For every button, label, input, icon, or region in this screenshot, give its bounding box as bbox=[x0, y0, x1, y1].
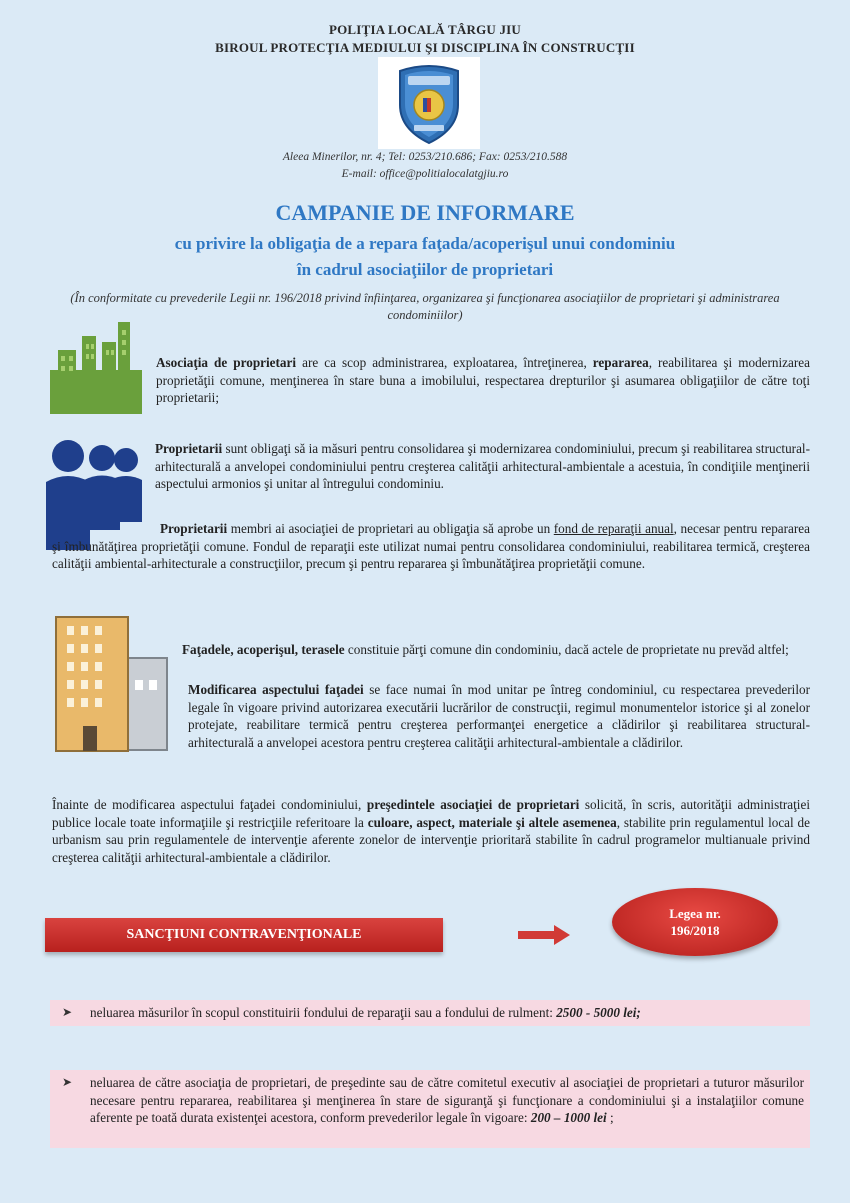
contact-email: E-mail: office@politialocalatgjiu.ro bbox=[341, 168, 509, 180]
sanction-amount: 2500 - 5000 lei; bbox=[556, 1005, 641, 1020]
section-owners-2 bbox=[52, 520, 810, 573]
association-term: Asociaţia de proprietari bbox=[156, 355, 297, 370]
department-name: BIROUL PROTECŢIA MEDIULUI ŞI DISCIPLINA ÎN CONSTRUCŢII bbox=[215, 40, 635, 55]
sanction-item-1 bbox=[50, 1000, 810, 1026]
facade-modification-term: Modificarea aspectului faţadei bbox=[188, 682, 364, 697]
owners-text-3: , necesar pentru repararea şi îmbunătăţirea proprietăţii comune. Fondul de reparaţii este utilizat numai pentru consolidarea condominiului, reabilitarea termică, creşterea calităţii ambiental-arhitecturale a construcţiilor, precum şi pentru repararea şi îmbunătăţirea proprietăţii comune. bbox=[52, 521, 810, 572]
president-text-2: solicită, în scris, autorităţii administraţiei publice locale toate informaţiile şi restricţiile referitoare la bbox=[52, 797, 810, 830]
president-text-3: , stabilite prin regulamentul local de urbanism sau prin regulamentele de intervenţie aferente zonelor de intervenţie prioritară stabilite în cadrul programelor multianuale privind creşterea calităţii arhitectural-ambientale a clădirilor. bbox=[52, 814, 811, 865]
legal-note: (În conformitate cu prevederile Legii nr. 196/2018 privind înfiinţarea, organizarea şi funcţionarea asociaţiilor de proprietari şi administrarea condominiilor) bbox=[70, 291, 780, 322]
president-term: preşedintele asociaţiei de proprietari bbox=[366, 797, 580, 812]
bullet-arrow-icon: ➤ bbox=[62, 1005, 73, 1019]
restrictions-term: culoare, aspect, materiale şi altele asemenea bbox=[367, 814, 617, 830]
president-text-1: Înainte de modificarea aspectului faţadei condominiului, bbox=[52, 797, 367, 812]
campaign-title: CAMPANIE DE INFORMARE bbox=[275, 200, 575, 225]
sanctions-banner: SANCŢIUNI CONTRAVENŢIONALE bbox=[45, 918, 443, 952]
bullet-arrow-icon: ➤ bbox=[62, 1075, 73, 1089]
owners-members-term: Proprietarii bbox=[160, 521, 228, 536]
facades-text-2: se face numai în mod unitar pe întreg condominiul, cu respectarea prevederilor legale în vigoare privind autorizarea executării lucrărilor de construcţii, regimul monumentelor istorice şi al zonelor protejate, reabilitare termică pentru creşterea performanţei energetice a clădirilor şi reabilitarea structural-arhitecturală a anvelopei acestora pentru creşterea calităţii arhitectural-ambientale a clădirilor. bbox=[188, 682, 810, 750]
law-reference-badge bbox=[612, 888, 778, 956]
sanction-tail: ; bbox=[606, 1110, 614, 1126]
repair-term: repararea bbox=[592, 355, 649, 370]
section-president bbox=[52, 796, 810, 866]
association-text-1: are ca scop administrarea, exploatarea, întreţinerea, bbox=[296, 355, 593, 370]
facades-text-1: constituie părţi comune din condominiu, dacă actele de proprietate nu prevăd altfel; bbox=[344, 642, 789, 657]
facades-term: Faţadele, acoperişul, terasele bbox=[182, 642, 345, 657]
owners-text-1: sunt obligaţi să ia măsuri pentru consolidarea şi modernizarea condominiului, precum şi reabilitarea structural-arhitecturală a anvelopei condominiului pentru creşterea calităţii arhitectural-ambientale a acestuia, în condiţiile menţinerii aspectului armonios şi unitar al întregului condominiu. bbox=[155, 441, 810, 492]
contact-address: Aleea Minerilor, nr. 4; Tel: 0253/210.686; Fax: 0253/210.588 bbox=[282, 151, 568, 163]
owners-text-2: membri ai asociaţiei de proprietari au obligaţia să aprobe un bbox=[227, 521, 554, 536]
campaign-subtitle-1: cu privire la obligaţia de a repara faţada/acoperişul unui condominiu bbox=[174, 234, 676, 253]
sanction-text: neluarea de către asociaţia de proprietari, de preşedinte sau de către comitetul executiv al asociaţiei de proprietari a tuturor măsurilor necesare pentru repararea, reabilitarea şi menţinerea în stare de siguranţă şi funcţionare a condominiului şi a instalaţiilor comune aferente pe toată durata existenţei acestora, conform prevederilor legale în vigoare: bbox=[90, 1075, 804, 1126]
right-arrow-icon bbox=[518, 925, 570, 945]
section-facades-2 bbox=[52, 681, 810, 751]
section-facades-1 bbox=[182, 641, 810, 659]
association-text-2: , reabilitarea şi modernizarea proprietăţii comune, menţinerea în stare buna a imobilului, respectarea drepturilor şi asumarea obligaţiilor de către toţi proprietarii; bbox=[156, 355, 810, 406]
section-owners-1 bbox=[155, 440, 810, 493]
logo-box bbox=[378, 57, 480, 149]
owners-term: Proprietarii bbox=[155, 441, 223, 456]
campaign-subtitle-2: în cadrul asociaţiilor de proprietari bbox=[296, 260, 554, 279]
sanction-amount: 200 – 1000 lei bbox=[530, 1110, 607, 1126]
city-skyline-icon bbox=[50, 322, 142, 414]
section-association bbox=[156, 354, 810, 407]
sanction-item-2 bbox=[50, 1070, 810, 1148]
institution-name: POLIŢIA LOCALĂ TÂRGU JIU bbox=[328, 22, 521, 37]
law-number: 196/2018 bbox=[670, 923, 720, 938]
law-label: Legea nr. bbox=[669, 906, 721, 921]
repair-fund-term: fond de reparaţii anual bbox=[553, 521, 674, 536]
sanction-text: neluarea măsurilor în scopul constituirii fondului de reparaţii sau a fondului de rulment: bbox=[90, 1005, 557, 1020]
police-badge-icon bbox=[378, 57, 480, 149]
